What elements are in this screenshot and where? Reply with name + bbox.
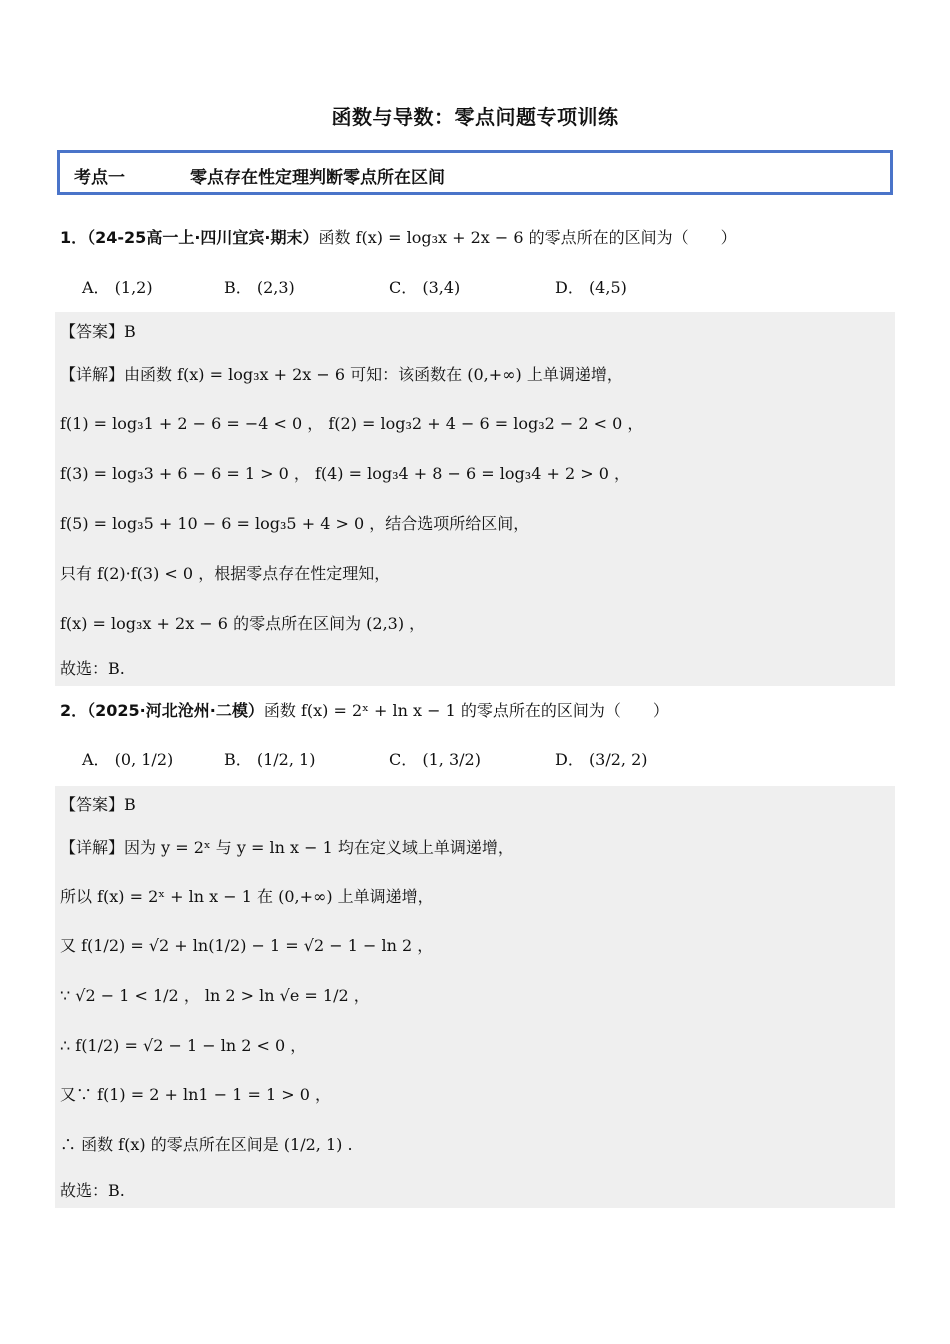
detail-2-line-3: 又 f(1/2) = √2 + ln(1/2) − 1 = √2 − 1 − ln 2 ， bbox=[60, 936, 434, 955]
detail-2-line-2: 所以 f(x) = 2ˣ + ln x − 1 在 (0,+∞) 上单调递增， bbox=[60, 887, 434, 906]
section-header bbox=[57, 150, 893, 195]
question-source: （24-25高一上·四川宜宾·期末） bbox=[87, 228, 319, 247]
answer-1: 【答案】B bbox=[60, 322, 136, 341]
detail-1-line-2: f(1) = log₃1 + 2 − 6 = −4 < 0 ， f(2) = log₃2 + 4 − 6 = log₃2 − 2 < 0 ， bbox=[60, 414, 644, 433]
option-b: B． (2,3) bbox=[224, 278, 295, 297]
option-a: A． (0, 1/2) bbox=[82, 750, 174, 769]
stem-suffix: 的零点所在的区间为（ ） bbox=[528, 228, 737, 247]
question-source: （2025·河北沧州·二模） bbox=[87, 701, 264, 720]
detail-2-line-8: 故选：B. bbox=[60, 1181, 125, 1200]
option-a: A． (1,2) bbox=[82, 278, 153, 297]
section-text: 零点存在性定理判断零点所在区间 bbox=[190, 168, 445, 188]
option-c: C． (3,4) bbox=[389, 278, 461, 297]
question-number: 2． bbox=[60, 701, 88, 720]
detail-1-line-1: 【详解】由函数 f(x) = log₃x + 2x − 6 可知：该函数在 (0,+∞) 上单调递增， bbox=[60, 365, 623, 384]
detail-1-line-5: 只有 f(2)·f(3) < 0 ，根据零点存在性定理知， bbox=[60, 564, 391, 583]
question-1-stem bbox=[60, 226, 737, 250]
section-label: 考点一 bbox=[74, 168, 125, 188]
option-b: B． (1/2, 1) bbox=[224, 750, 316, 769]
stem-expression: f(x) = 2ˣ + ln x − 1 bbox=[300, 701, 456, 720]
detail-2-line-4: ∵ √2 − 1 < 1/2 ， ln 2 > ln √e = 1/2 ， bbox=[60, 986, 370, 1005]
detail-1-line-3: f(3) = log₃3 + 6 − 6 = 1 > 0 ， f(4) = log₃4 + 8 − 6 = log₃4 + 2 > 0 ， bbox=[60, 464, 630, 483]
stem-expression: f(x) = log₃x + 2x − 6 bbox=[355, 228, 524, 247]
stem-suffix: 的零点所在的区间为（ ） bbox=[460, 701, 669, 720]
stem-prefix: 函数 bbox=[263, 701, 296, 720]
question-number: 1． bbox=[60, 228, 88, 247]
detail-1-line-6: f(x) = log₃x + 2x − 6 的零点所在区间为 (2,3) ， bbox=[60, 614, 426, 633]
detail-2-line-5: ∴ f(1/2) = √2 − 1 − ln 2 < 0 ， bbox=[60, 1036, 307, 1055]
detail-1-line-4: f(5) = log₃5 + 10 − 6 = log₃5 + 4 > 0 ，结合选项所给区间， bbox=[60, 514, 530, 533]
detail-1-line-7: 故选：B. bbox=[60, 659, 125, 678]
question-2-stem bbox=[60, 699, 669, 723]
page-title: 函数与导数：零点问题专项训练 bbox=[331, 105, 619, 129]
stem-prefix: 函数 bbox=[318, 228, 351, 247]
option-c: C． (1, 3/2) bbox=[389, 750, 481, 769]
option-d: D． (4,5) bbox=[555, 278, 627, 297]
detail-2-line-1: 【详解】因为 y = 2ˣ 与 y = ln x − 1 均在定义域上单调递增， bbox=[60, 838, 514, 857]
detail-2-line-6: 又∵ f(1) = 2 + ln1 − 1 = 1 > 0 ， bbox=[60, 1085, 331, 1104]
detail-2-line-7: ∴ 函数 f(x) 的零点所在区间是 (1/2, 1) . bbox=[60, 1135, 353, 1154]
answer-2: 【答案】B bbox=[60, 795, 136, 814]
option-d: D． (3/2, 2) bbox=[555, 750, 648, 769]
